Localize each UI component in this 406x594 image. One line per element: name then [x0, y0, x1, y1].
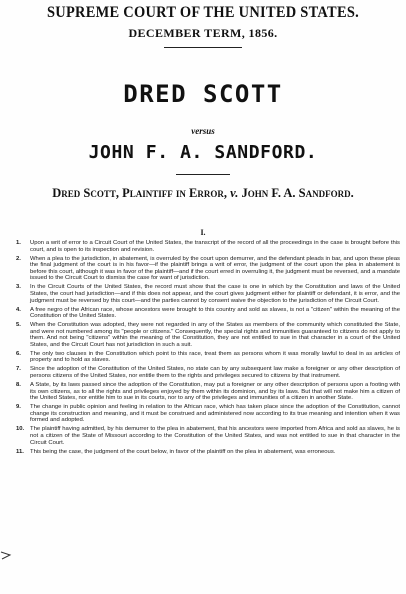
pen-mark-icon: [0, 548, 14, 562]
divider-rule: [176, 174, 230, 175]
holding-text: This being the case, the judgment of the court below, in favor of the plaintiff on the plea in abatement, was erroneous.: [30, 448, 336, 455]
holding-number: 4.: [16, 306, 21, 313]
holding-text: A State, by its laws passed since the adoption of the Constitution, may put a foreigner or any other description of persons upon a footing with its own citizens, as to all the rights and privileges enjoyed by them within its dominion, and by its laws. But that will not make him a citizen of the United States, nor entitle him to sue in its courts, nor to any of the privileges and immunities of a citizen in another State.: [30, 382, 400, 402]
holding-item: [16, 426, 400, 446]
holding-item: [16, 404, 400, 424]
holding-item: [16, 240, 400, 253]
holding-number: 8.: [16, 382, 21, 389]
divider-rule: [164, 47, 242, 48]
holding-number: 3.: [16, 284, 21, 291]
section-number: I.: [200, 228, 206, 237]
holdings-list: [16, 240, 400, 458]
holding-number: 10.: [16, 426, 25, 433]
holding-number: 7.: [16, 366, 21, 373]
holding-text: A free negro of the African race, whose ancestors were brought to this country and sold as slaves, is not a "citizen" within the meaning of the Constitution of the United States.: [30, 306, 400, 320]
holding-text: The only two clauses in the Constitution which point to this race, treat them as persons whom it was morally lawful to deal in as articles of property and to hold as slaves.: [30, 350, 400, 364]
holding-text: Since the adoption of the Constitution of the United States, no state can by any subsequent law make a foreigner or any other description of persons citizens of the United States, nor entitle them to the rights and privileges secured to citizens by that instrument.: [30, 366, 400, 380]
holding-item: [16, 382, 400, 402]
holding-item: [16, 307, 400, 320]
holding-number: 5.: [16, 322, 21, 329]
term-heading: DECEMBER TERM, 1856.: [128, 26, 278, 40]
holding-text: Upon a writ of error to a Circuit Court of the United States, the transcript of the record of all the proceedings in the case is brought before this court, and is open to its inspection and revision.: [30, 240, 400, 253]
holding-item: [16, 351, 400, 364]
case-caption: [0, 186, 406, 201]
holding-item: [16, 256, 400, 282]
holding-text: The change in public opinion and feeling in relation to the African race, which has taken place since the adoption of the Constitution, cannot change its construction and meaning, and it must be construed and administered now according to its true meaning and intention when it was formed and adopted.: [30, 404, 400, 424]
holding-text: In the Circuit Courts of the United States, the record must show that the case is one in which by the Constitution and laws of the United States, the court had jurisdiction—and if this does not appear, and the court gives judgment either for plaintiff or defendant, it is error, and the judgment must be reversed by this court—and the parties cannot by consent waive the objection to the jurisdiction of the Circuit Court.: [30, 284, 400, 304]
caption-plaintiff: Dred Scott, Plaintiff in Error,: [52, 186, 227, 200]
holding-number: 11.: [16, 448, 24, 455]
holding-item: [16, 322, 400, 348]
caption-versus: v.: [230, 186, 239, 200]
holding-number: 1.: [16, 240, 21, 246]
holding-item: [16, 366, 400, 379]
court-heading: SUPREME COURT OF THE UNITED STATES.: [46, 4, 360, 21]
holding-item: [16, 284, 400, 304]
holding-number: 9.: [16, 404, 21, 411]
holding-text: The plaintiff having admitted, by his demurrer to the plea in abatement, that his ancestors were imported from Africa and sold as slaves, he is not a citizen of the State of Missouri according to the Constitution of the United States, and was not entitled to sue in that character in the Circuit Court.: [30, 426, 400, 446]
holding-number: 6.: [16, 350, 21, 357]
holding-number: 2.: [16, 255, 21, 262]
holding-item: [16, 449, 400, 456]
holding-text: When the Constitution was adopted, they were not regarded in any of the States as members of the community which constituted the State, and were not numbered among its "people or citizens." Consequently, the special rights and immunities guaranteed to citizens do not apply to them. And not being "citizens" within the meaning of the Constitution, they are not entitled to sue in that character in a court of the United States, and the Circuit Court has not jurisdiction in such a suit.: [30, 322, 400, 348]
caption-defendant: John F. A. Sandford.: [241, 186, 354, 200]
holding-text: When a plea to the jurisdiction, in abatement, is overruled by the court upon demurrer, and the defendant pleads in bar, and upon these pleas the final judgment of the court is in his favor—if the plaintiff brings a writ of error, the judgment of the court upon the plea in abatement is before this court, although it was in favor of the plaintiff—and if the court erred in overruling it, the judgment must be reversed, and a mandate issued to the Circuit Court to dismiss the case for want of jurisdiction.: [30, 255, 400, 282]
plaintiff-name: DRED SCOTT: [123, 80, 283, 108]
defendant-name: JOHN F. A. SANDFORD.: [88, 142, 318, 163]
versus-label: versus: [191, 126, 215, 136]
